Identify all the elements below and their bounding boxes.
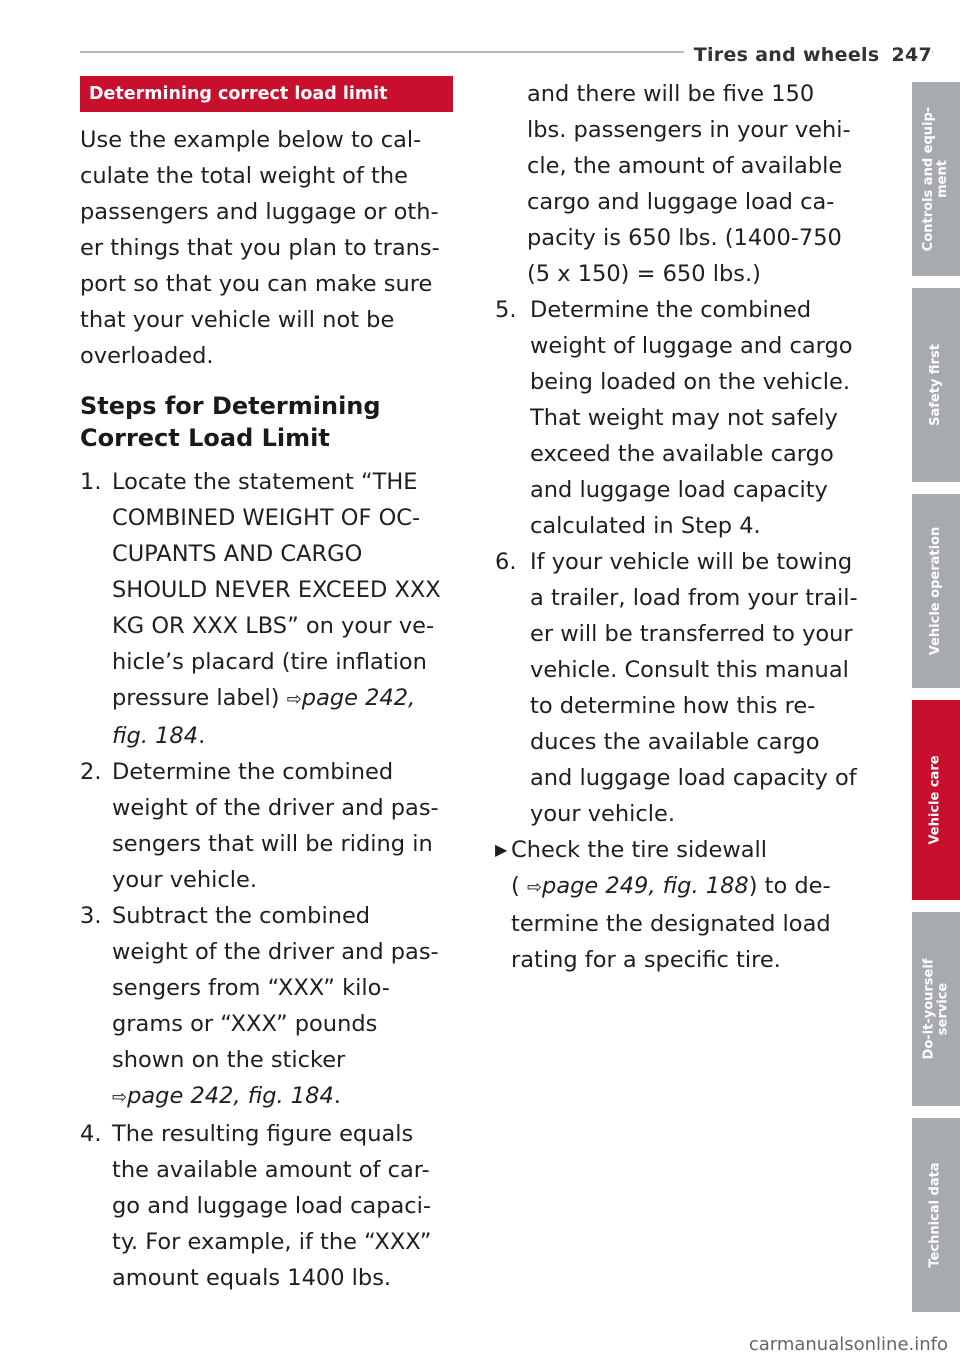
- tab-label: Safety first: [928, 344, 944, 426]
- running-header: [684, 44, 932, 66]
- tab-label: Vehicle care: [928, 755, 943, 845]
- tab-label: Technical data: [928, 1162, 943, 1268]
- left-column: [80, 76, 460, 1296]
- step-3: 3. Subtract the combined weight of the driver and pas- sengers from “XXX” kilo- grams or “XXX” pounds shown on the sticker ⇨page 242, fig. 184.: [80, 903, 439, 1109]
- cross-reference-link[interactable]: page 249, fig. 188: [542, 873, 749, 899]
- tab-label: Vehicle operation: [928, 526, 944, 656]
- step-6: 6. If your vehicle will be towing a trailer, load from your trail- er will be transferred to your vehicle. Consult this manual to determine how this re- duces the available cargo and luggage load capacity of your vehicle.: [495, 549, 858, 827]
- tab-technical-data[interactable]: [912, 1118, 960, 1312]
- tab-controls-and-equipment[interactable]: [912, 82, 960, 276]
- tab-label: Controls and equip- ment: [921, 106, 950, 252]
- right-column: [495, 76, 890, 978]
- subheading: Steps for Determining Correct Load Limit: [80, 392, 381, 452]
- cross-reference-link[interactable]: page 242,: [301, 685, 416, 711]
- arrow-right-icon: ⇨: [286, 689, 302, 710]
- final-note: ▶ Check the tire sidewall ( ⇨page 249, fig. 188) to de- termine the designated load rating for a specific tire.: [495, 832, 890, 978]
- step-4-continued: and there will be five 150 lbs. passengers in your vehi- cle, the amount of available cargo and luggage load ca- pacity is 650 lbs. (1400-750 (5 x 150) = 650 lbs.): [527, 81, 851, 287]
- watermark: carmanualsonline.info: [748, 1334, 948, 1355]
- step-4: 4. The resulting figure equals the available amount of car- go and luggage load capaci- ty. For example, if the “XXX” amount equals 1400 lbs.: [80, 1121, 432, 1291]
- tab-do-it-yourself-service[interactable]: [912, 912, 960, 1106]
- arrow-right-icon: ⇨: [526, 877, 543, 898]
- step-1: 1. Locate the statement “THE COMBINED WEIGHT OF OC- CUPANTS AND CARGO SHOULD NEVER EXCEED XXX KG OR XXX LBS” on your ve- hicle’s placard (tire inflation pressure label) ⇨page 242, fig. 184.: [80, 469, 441, 749]
- section-title: Determining correct load limit: [80, 76, 453, 112]
- triangle-bullet-icon: ▶: [495, 840, 508, 859]
- page-number: 247: [891, 44, 932, 66]
- cross-reference-link[interactable]: fig. 184: [112, 723, 199, 749]
- cross-reference-link[interactable]: page 242, fig. 184: [127, 1083, 334, 1109]
- tab-vehicle-operation[interactable]: [912, 494, 960, 688]
- tab-label: Do-it-yourself service: [921, 958, 951, 1060]
- tab-safety-first[interactable]: [912, 288, 960, 482]
- tab-vehicle-care[interactable]: [912, 700, 960, 900]
- running-title: Tires and wheels: [693, 44, 880, 66]
- intro-paragraph: Use the example below to cal- culate the total weight of the passengers and luggage or oth- er things that you plan to trans- port so that you can make sure that your vehicle will not be overloaded.: [80, 127, 440, 369]
- step-5: 5. Determine the combined weight of luggage and cargo being loaded on the vehicle. That weight may not safely exceed the available cargo and luggage load capacity calculated in Step 4.: [495, 297, 853, 539]
- arrow-right-icon: ⇨: [112, 1087, 128, 1108]
- step-2: 2. Determine the combined weight of the driver and pas- sengers that will be riding in your vehicle.: [80, 759, 439, 893]
